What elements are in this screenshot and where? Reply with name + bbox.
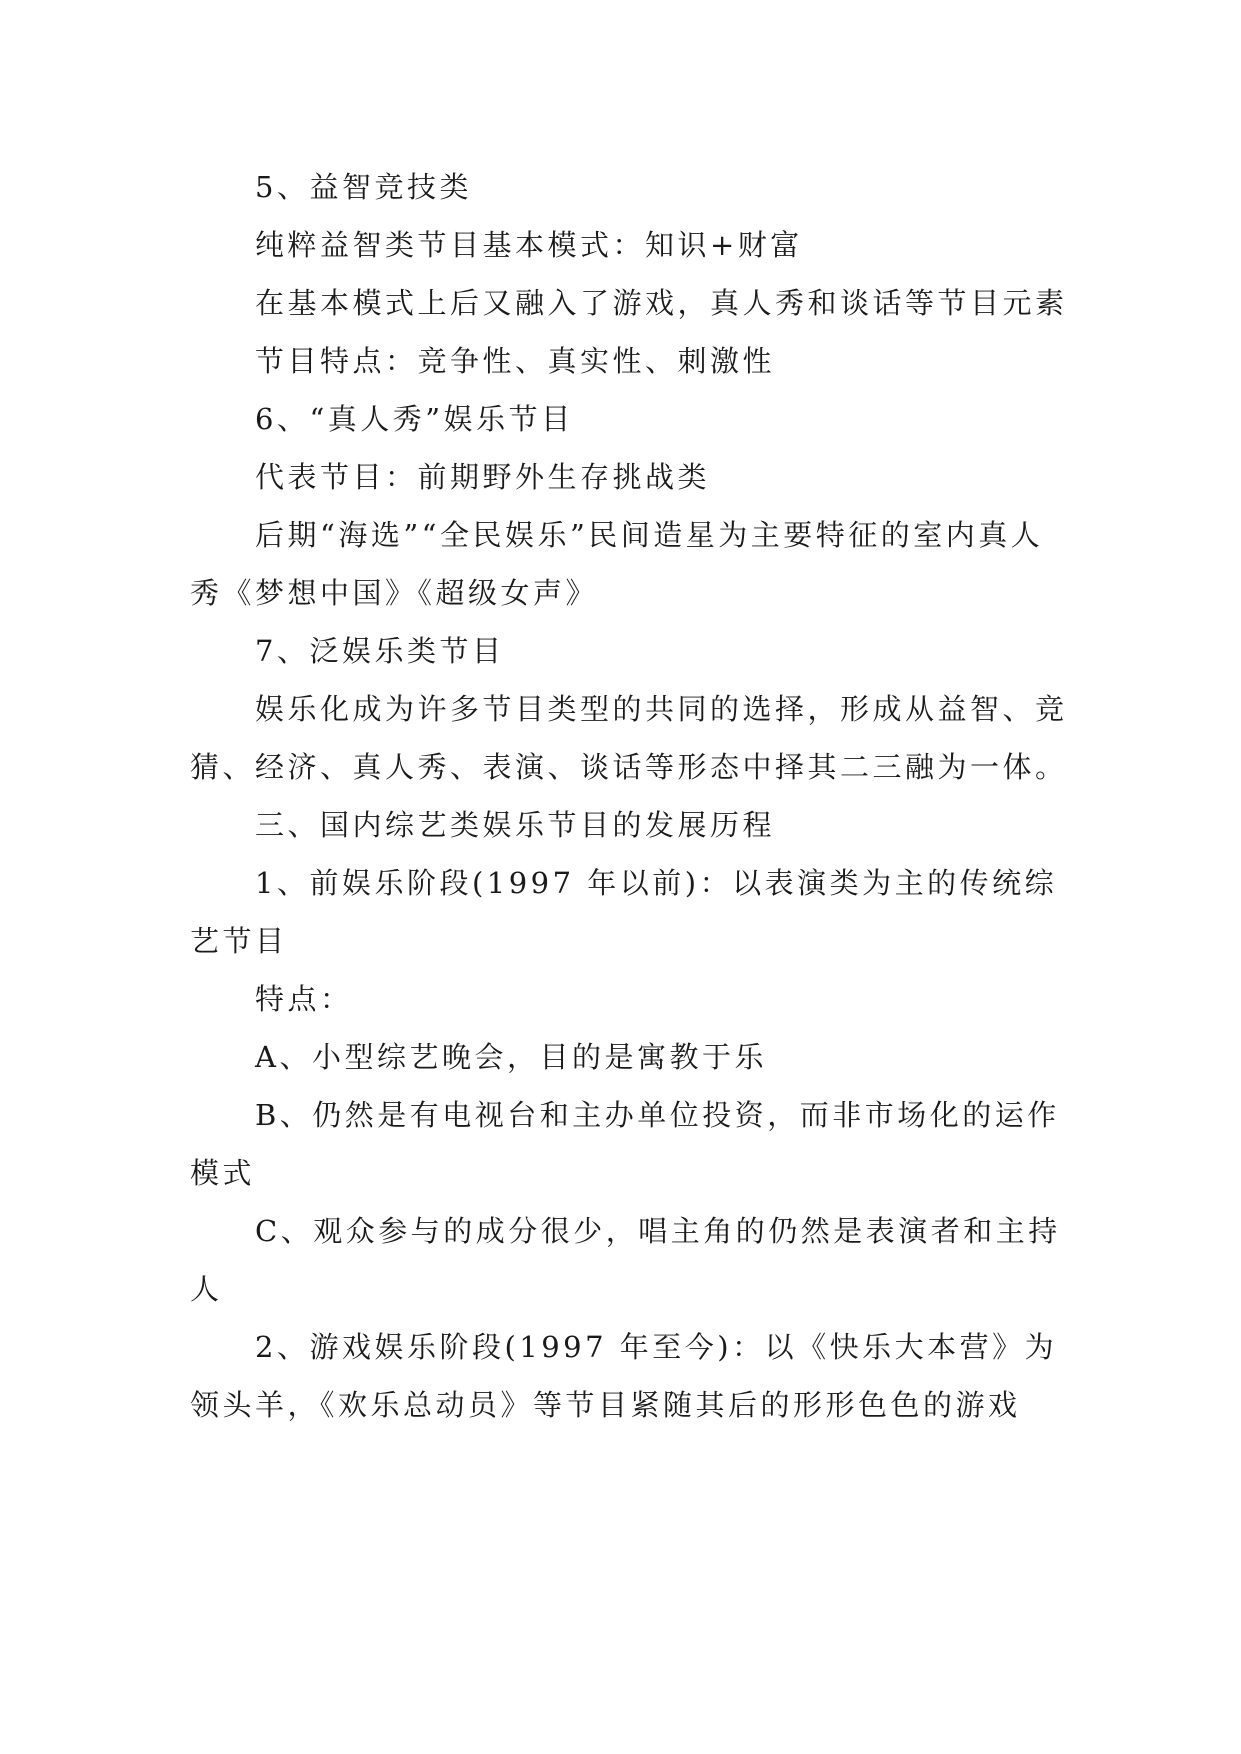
paragraph: 纯粹益智类节目基本模式：知识+财富 [255, 228, 803, 262]
paragraph: 2、游戏娱乐阶段(1997 年至今)：以《快乐大本营》为领头羊，《欢乐总动员》等节目紧随其后的形形色色的游戏 [190, 1330, 1058, 1422]
paragraph-item-c: C、观众参与的成分很少，唱主角的仍然是表演者和主持人 [190, 1214, 1061, 1306]
paragraph-heading-6: 6、“真人秀”娱乐节目 [255, 402, 574, 436]
paragraph-item-b: B、仍然是有电视台和主办单位投资，而非市场化的运作模式 [190, 1098, 1060, 1190]
document-body [190, 158, 1070, 1434]
paragraph: 后期“海选”“全民娱乐”民间造星为主要特征的室内真人秀《梦想中国》《超级女声》 [190, 518, 1044, 610]
paragraph-heading-5: 5、益智竞技类 [255, 170, 472, 204]
paragraph: 在基本模式上后又融入了游戏，真人秀和谈话等节目元素 [255, 286, 1068, 320]
paragraph: 特点： [255, 982, 353, 1016]
paragraph: 娱乐化成为许多节目类型的共同的选择，形成从益智、竞猜、经济、真人秀、表演、谈话等形态中择其二三融为一体。 [190, 692, 1068, 784]
section-heading-3: 三、国内综艺类娱乐节目的发展历程 [255, 808, 776, 842]
paragraph: 代表节目：前期野外生存挑战类 [255, 460, 711, 494]
paragraph: 1、前娱乐阶段(1997 年以前)：以表演类为主的传统综艺节目 [190, 866, 1058, 958]
paragraph-heading-7: 7、泛娱乐类节目 [255, 634, 505, 668]
paragraph-item-a: A、小型综艺晚会，目的是寓教于乐 [255, 1040, 767, 1074]
paragraph: 节目特点：竞争性、真实性、刺激性 [255, 344, 776, 378]
